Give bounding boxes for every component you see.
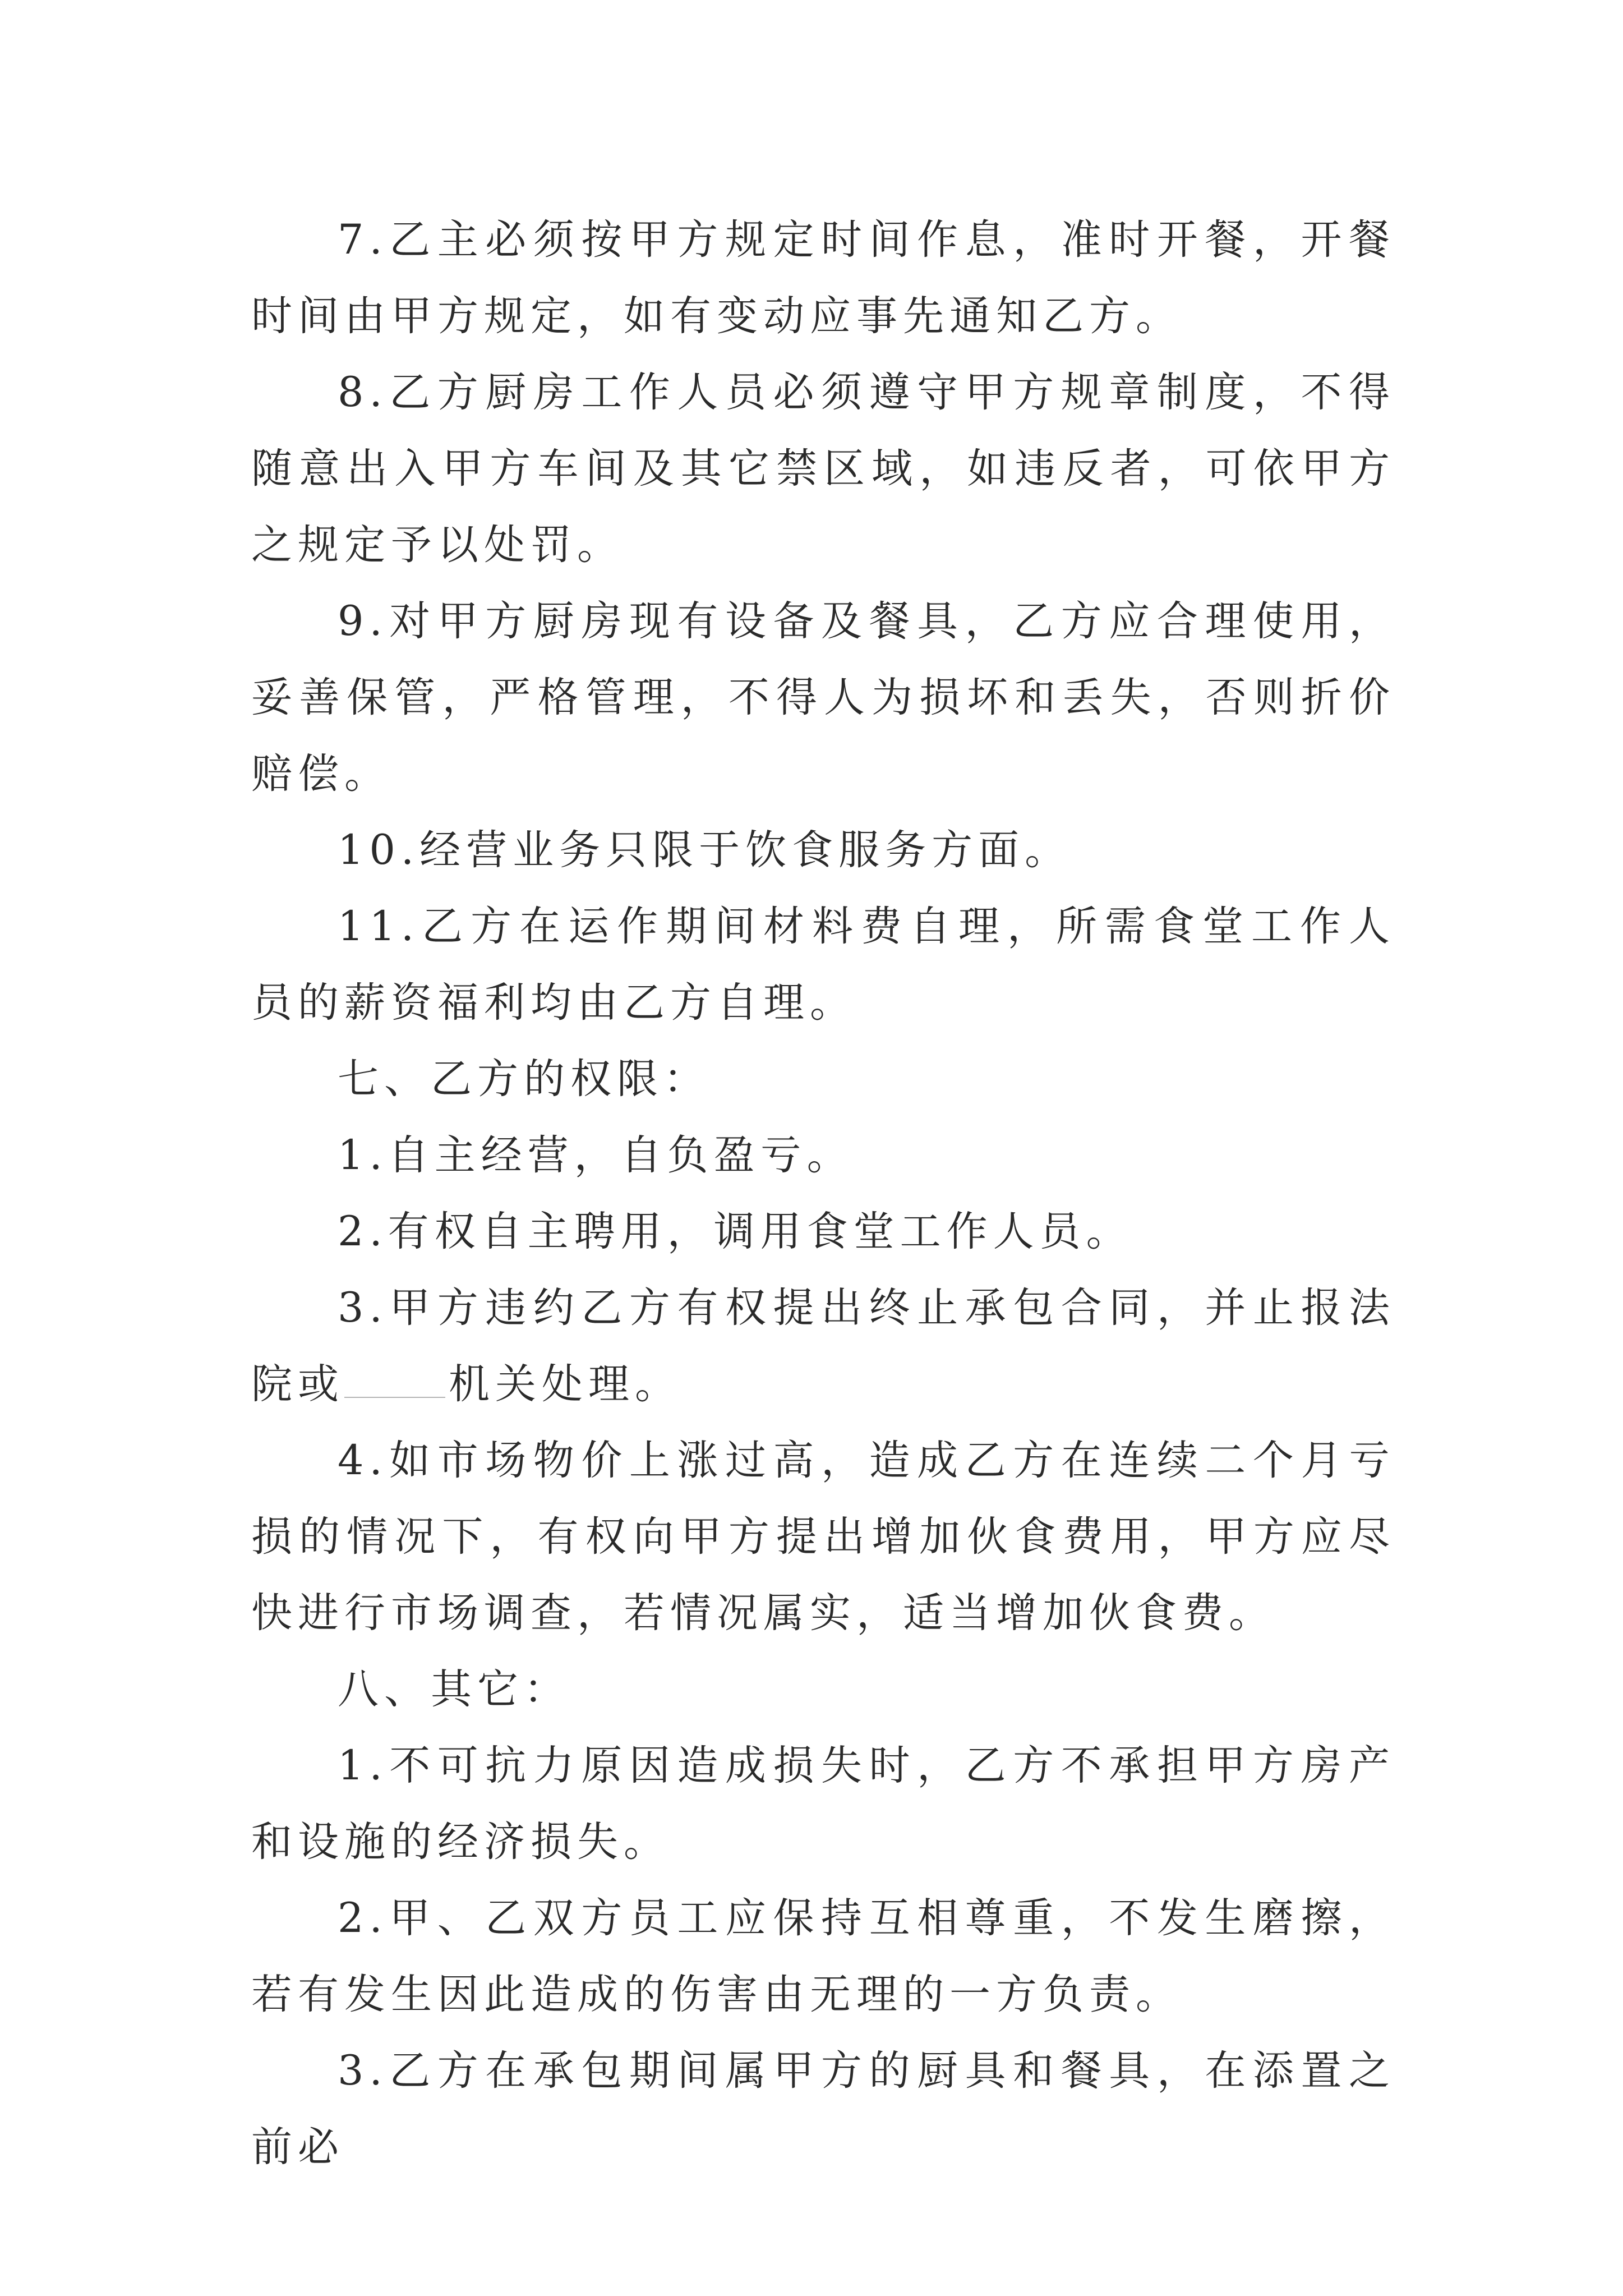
other-clause-2: 2.甲、乙双方员工应保持互相尊重，不发生磨擦，若有发生因此造成的伤害由无理的一方负责。 <box>251 1894 1395 2018</box>
other-clause-3: 3.乙方在承包期间属甲方的厨具和餐具，在添置之前必 <box>251 2047 1395 2171</box>
clause-7: 7.乙主必须按甲方规定时间作息，准时开餐，开餐时间由甲方规定，如有变动应事先通知乙方。 <box>251 216 1395 340</box>
clause-9: 9.对甲方厨房现有设备及餐具，乙方应合理使用，妥善保管，严格管理，不得人为损坏和丢失，否则折价赔偿。 <box>251 597 1395 798</box>
other-clause-1: 1.不可抗力原因造成损失时，乙方不承担甲方房产和设施的经济损失。 <box>251 1742 1395 1866</box>
clause-10: 10.经营业务只限于饮食服务方面。 <box>338 826 1072 874</box>
clause-11: 11.乙方在运作期间材料费自理，所需食堂工作人员的薪资福利均由乙方自理。 <box>251 903 1395 1027</box>
section-heading-7: 七、乙方的权限： <box>338 1055 710 1103</box>
section-heading-8: 八、其它： <box>338 1665 570 1713</box>
rights-clause-1: 1.自主经营，自负盈亏。 <box>338 1131 854 1179</box>
rights-clause-3-text-a: 3.甲方违约乙方有权提出终止承包合同，并止报法院或 <box>251 1284 1395 1408</box>
document-body <box>251 202 1395 2185</box>
fill-in-blank <box>344 1358 445 1398</box>
rights-clause-4: 4.如市场物价上涨过高，造成乙方在连续二个月亏损的情况下，有权向甲方提出增加伙食费用，甲方应尽快进行市场调查，若情况属实，适当增加伙食费。 <box>251 1437 1395 1637</box>
rights-clause-3 <box>251 1270 1395 1423</box>
rights-clause-2: 2.有权自主聘用，调用食堂工作人员。 <box>338 1208 1133 1255</box>
rights-clause-3-text-b: 机关处理。 <box>449 1360 681 1408</box>
clause-8: 8.乙方厨房工作人员必须遵守甲方规章制度，不得随意出入甲方车间及其它禁区域，如违反者，可依甲方之规定予以处罚。 <box>251 369 1395 569</box>
